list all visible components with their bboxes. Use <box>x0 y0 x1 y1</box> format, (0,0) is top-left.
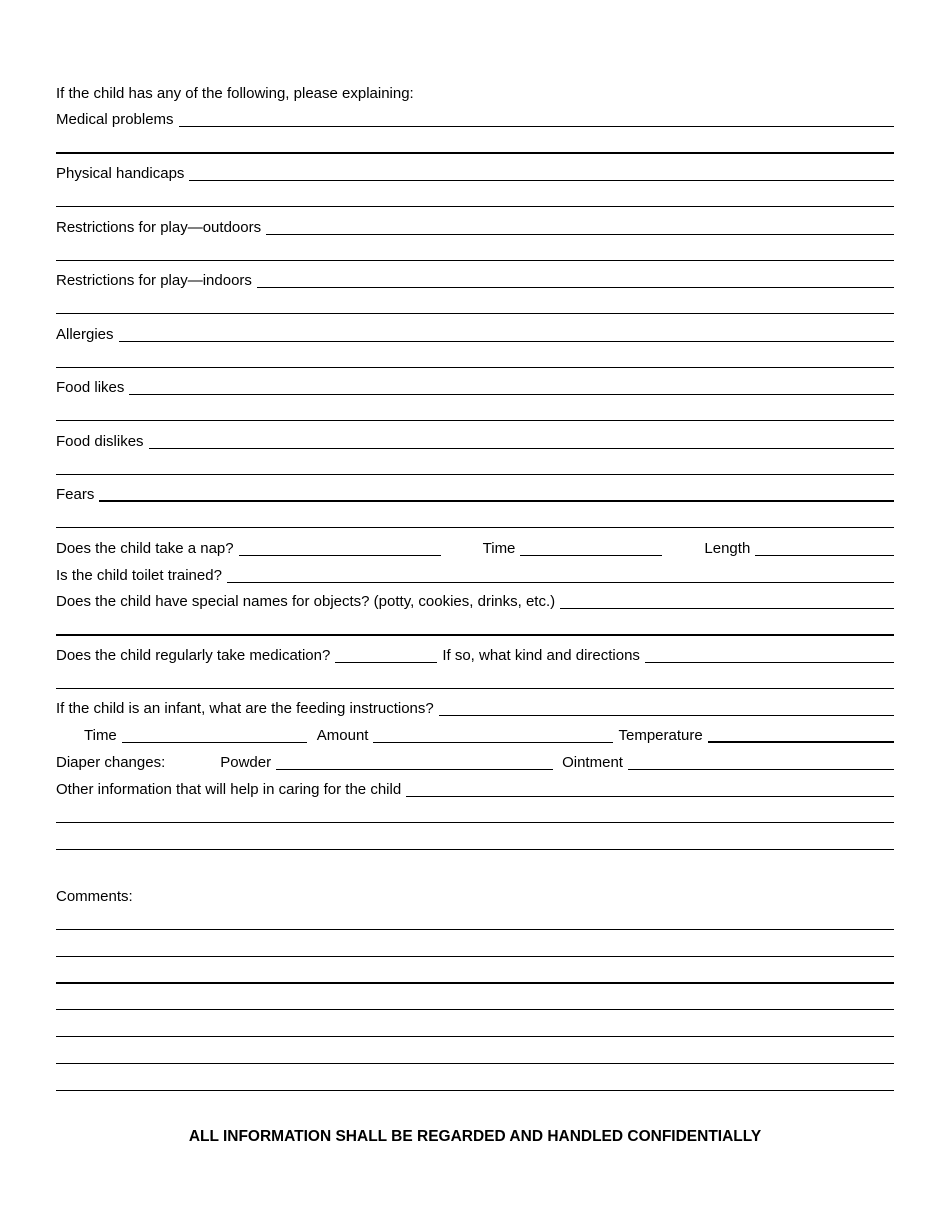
confidentiality-notice: ALL INFORMATION SHALL BE REGARDED AND HANDLED CONFIDENTIALLY <box>188 1128 762 1145</box>
fears-row <box>56 483 894 503</box>
food-dislikes-field-line-2[interactable] <box>56 474 894 475</box>
physical-row <box>56 162 894 182</box>
comments-row <box>56 885 894 905</box>
special-names-row <box>56 590 894 610</box>
food-likes-field-line-2[interactable] <box>56 420 894 421</box>
nap-label: Does the child take a nap? <box>56 540 234 557</box>
feeding-row <box>56 724 894 744</box>
allergies-label: Allergies <box>56 326 114 343</box>
food-likes-field[interactable] <box>129 394 894 395</box>
feeding-amount-label: Amount <box>316 727 369 744</box>
food-dislikes-label: Food dislikes <box>56 433 144 450</box>
special-names-field[interactable] <box>560 608 894 609</box>
medication-kind-label: If so, what kind and directions <box>442 647 640 664</box>
toilet-field[interactable] <box>227 582 894 583</box>
medication-field-line-2[interactable] <box>56 688 894 689</box>
feeding-amount-field[interactable] <box>373 742 613 743</box>
medical-label: Medical problems <box>56 111 174 128</box>
other-field-line-2[interactable] <box>56 822 894 823</box>
comments-line-7[interactable] <box>56 1090 894 1091</box>
medication-label: Does the child regularly take medication? <box>56 647 331 664</box>
nap-length-field[interactable] <box>755 555 894 556</box>
physical-field-line-2[interactable] <box>56 206 894 207</box>
toilet-row <box>56 564 894 584</box>
allergies-row <box>56 323 894 343</box>
medical-field[interactable] <box>179 126 894 127</box>
special-names-field-line-2[interactable] <box>56 634 894 636</box>
fears-field[interactable] <box>99 500 894 502</box>
infant-field[interactable] <box>439 715 894 716</box>
diaper-label: Diaper changes: <box>56 754 166 771</box>
fears-field-line-2[interactable] <box>56 527 894 528</box>
other-row <box>56 778 894 798</box>
other-label: Other information that will help in caring for the child <box>56 781 402 798</box>
food-dislikes-row <box>56 430 894 450</box>
other-field-line-3[interactable] <box>56 849 894 850</box>
special-names-label: Does the child have special names for objects? (potty, cookies, drinks, etc.) <box>56 593 556 610</box>
indoors-field-line-2[interactable] <box>56 313 894 314</box>
outdoors-label: Restrictions for play—outdoors <box>56 219 262 236</box>
feeding-time-field[interactable] <box>122 742 307 743</box>
comments-line-4[interactable] <box>56 1009 894 1010</box>
infant-row <box>56 697 894 717</box>
diaper-powder-field[interactable] <box>276 769 553 770</box>
indoors-label: Restrictions for play—indoors <box>56 272 252 289</box>
comments-label: Comments: <box>56 888 133 905</box>
other-field[interactable] <box>406 796 894 797</box>
comments-line-6[interactable] <box>56 1063 894 1064</box>
infant-label: If the child is an infant, what are the feeding instructions? <box>56 700 434 717</box>
physical-label: Physical handicaps <box>56 165 185 182</box>
intro-text: If the child has any of the following, please explaining: <box>56 85 414 102</box>
outdoors-field[interactable] <box>266 234 894 235</box>
comments-line-2[interactable] <box>56 956 894 957</box>
diaper-powder-label: Powder <box>220 754 272 771</box>
nap-field[interactable] <box>239 555 441 556</box>
nap-time-field[interactable] <box>520 555 662 556</box>
diaper-row <box>56 751 894 771</box>
medication-row <box>56 644 894 664</box>
medical-row <box>56 108 894 128</box>
physical-field[interactable] <box>189 180 894 181</box>
feeding-temperature-label: Temperature <box>618 727 703 744</box>
indoors-field[interactable] <box>257 287 894 288</box>
food-dislikes-field[interactable] <box>149 448 894 449</box>
allergies-field[interactable] <box>119 341 894 342</box>
fears-label: Fears <box>56 486 95 503</box>
allergies-field-line-2[interactable] <box>56 367 894 368</box>
feeding-temperature-field[interactable] <box>708 741 894 743</box>
food-likes-label: Food likes <box>56 379 125 396</box>
nap-length-label: Length <box>704 540 751 557</box>
indoors-row <box>56 269 894 289</box>
toilet-label: Is the child toilet trained? <box>56 567 222 584</box>
intro-row <box>56 82 894 102</box>
feeding-time-label: Time <box>84 727 117 744</box>
comments-line-3[interactable] <box>56 982 894 984</box>
nap-time-label: Time <box>482 540 516 557</box>
comments-line-1[interactable] <box>56 929 894 930</box>
outdoors-field-line-2[interactable] <box>56 260 894 261</box>
diaper-ointment-label: Ointment <box>562 754 623 771</box>
medication-kind-field[interactable] <box>645 662 894 663</box>
diaper-ointment-field[interactable] <box>628 769 894 770</box>
food-likes-row <box>56 376 894 396</box>
medication-field[interactable] <box>335 662 437 663</box>
comments-line-5[interactable] <box>56 1036 894 1037</box>
medical-field-line-2[interactable] <box>56 152 894 154</box>
nap-row <box>56 537 894 557</box>
outdoors-row <box>56 216 894 236</box>
